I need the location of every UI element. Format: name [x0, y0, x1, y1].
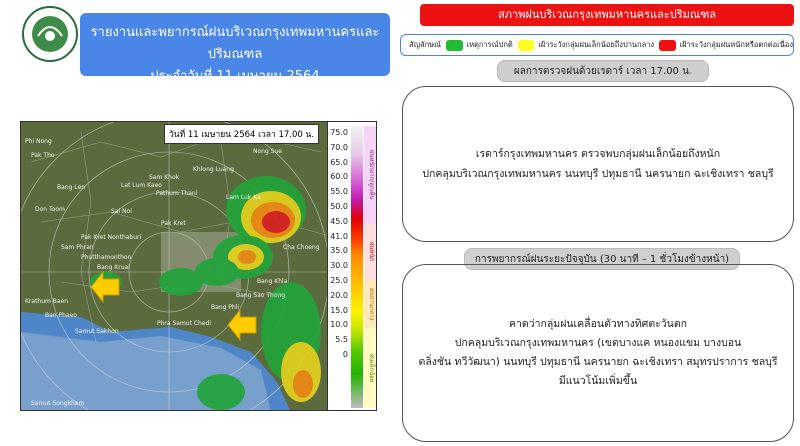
map-place-label: Pak Kret: [161, 220, 186, 227]
scale-value: 45.0: [330, 216, 348, 226]
radar-line-1: เรดาร์กรุงเทพมหานคร ตรวจพบกลุ่มฝนเล็กน้อยถึงหนัก: [475, 148, 721, 160]
report-date: ประจำวันที่ 11 เมษายน 2564: [150, 69, 320, 84]
forecast-section-label: การพยากรณ์ฝนระยะปัจจุบัน (30 นาที – 1 ชั่วโมงข้างหน้า): [464, 248, 740, 270]
legend-swatch-moderate: [518, 40, 535, 51]
scale-category: ฝนเล็กน้อย: [364, 328, 376, 408]
map-place-label: Sam Khok: [149, 174, 180, 181]
map-place-label: Ban Phaeo: [45, 312, 77, 319]
scale-value: 10.0: [330, 320, 348, 330]
map-place-label: Pathum Thani: [156, 190, 198, 197]
map-place-label: Phi Nong: [25, 138, 52, 145]
scale-value: 30.0: [330, 261, 348, 271]
scale-value: 20.0: [330, 290, 348, 300]
map-place-label: Khlong Luang: [193, 166, 234, 173]
scale-category: ฝนหนักมาก/ลูกเห็บ: [364, 126, 376, 224]
report-title: รายงานและพยากรณ์ฝนบริเวณกรุงเทพมหานครและปริมณฑล: [90, 25, 380, 62]
map-place-label: Bang Len: [57, 184, 86, 191]
map-place-label: Pak Tho: [31, 152, 55, 159]
radar-text-box: [402, 86, 794, 242]
legend-swatch-normal: [446, 40, 463, 51]
map-place-label: Bang Kruai: [97, 264, 130, 271]
map-place-label: Pak Kret Nonthaburi: [81, 234, 142, 241]
legend-heavy-text: เฝ้าระวังกลุ่มฝนหนักหรือตกต่อเนื่อง: [679, 40, 793, 49]
legend-moderate-text: เฝ้าระวังกลุ่มฝนเล็กน้อยถึงปานกลาง: [538, 40, 655, 49]
scale-color-bar: [351, 126, 363, 408]
scale-category: ฝนปานกลาง: [364, 280, 376, 328]
dbz-scale: [327, 121, 377, 411]
legend-label: สัญลักษณ์: [409, 40, 442, 49]
forecast-line-1: คาดว่ากลุ่มฝนเคลื่อนตัวทางทิศตะวันตก: [508, 318, 688, 330]
radar-section-label: ผลการตรวจฝนด้วยเรดาร์ เวลา 17.00 น.: [497, 60, 709, 82]
legend-normal-text: เหตุการณ์ปกติ: [466, 40, 513, 49]
scale-value: 25.0: [330, 275, 348, 285]
scale-value: 75.0: [330, 128, 348, 137]
map-place-label: Phutthamonthon: [81, 254, 132, 261]
forecast-line-3: ตลิ่งชัน ทวีวัฒนา) นนทบุรี ปทุมธานี นครนายก ฉะเชิงเทรา สมุทรปราการ ชลบุรี: [418, 356, 778, 368]
map-place-label: Cha Choeng: [283, 244, 320, 251]
status-title: สภาพฝนบริเวณกรุงเทพมหานครและปริมณฑล: [420, 4, 794, 26]
scale-value: 70.0: [330, 142, 348, 152]
radar-map: [20, 121, 376, 411]
map-place-label: Lam Luk Ka: [226, 194, 261, 201]
legend-bar: [400, 34, 794, 56]
scale-value: 55.0: [330, 187, 348, 197]
scale-value: 50.0: [330, 201, 348, 211]
map-place-label: Krathum Baen: [25, 298, 69, 305]
map-place-label: Bang Phli: [211, 304, 240, 311]
map-place-label: Phra Samut Chedi: [157, 320, 212, 327]
scale-value: 0: [342, 349, 348, 359]
scale-value: 65.0: [330, 157, 348, 167]
map-place-label: Samut Songkham: [31, 400, 85, 407]
forecast-line-4: มีแนวโน้มเพิ่มขึ้น: [558, 375, 638, 387]
map-place-label: Lat Lum Kaeo: [121, 182, 162, 189]
scale-value: 15.0: [330, 305, 348, 315]
map-place-label: Sai Noi: [111, 208, 132, 215]
forecast-text-box: [402, 264, 794, 442]
radar-line-2: ปกคลุมบริเวณกรุงเทพมหานคร นนทบุรี ปทุมธานี นครนายก ฉะเชิงเทรา ชลบุรี: [422, 168, 774, 180]
scale-value: 41.0: [330, 231, 348, 241]
map-place-label: Bang Khla: [257, 278, 288, 285]
scale-value: 35.0: [330, 246, 348, 256]
scale-value: 60.0: [330, 172, 348, 182]
legend-swatch-heavy: [659, 40, 676, 51]
map-place-label: Sam Phran: [61, 244, 94, 251]
scale-value: 5.5: [335, 335, 348, 345]
map-place-label: Bang Sao Thong: [236, 292, 286, 299]
tmd-logo: [22, 6, 78, 62]
scale-values: [328, 128, 350, 365]
map-place-label: Nong Sue: [253, 148, 282, 155]
map-date-label: วันที่ 11 เมษายน 2564 เวลา 17.00 น.: [164, 124, 319, 144]
map-place-label: Don Toom: [35, 206, 65, 213]
scale-category: ฝนหนัก: [364, 224, 376, 280]
map-place-label: Samut Sakhon: [75, 328, 119, 335]
forecast-line-2: ปกคลุมบริเวณกรุงเทพมหานคร (เขตบางแค หนองแขม บางบอน: [454, 337, 742, 349]
report-header: [80, 13, 390, 84]
